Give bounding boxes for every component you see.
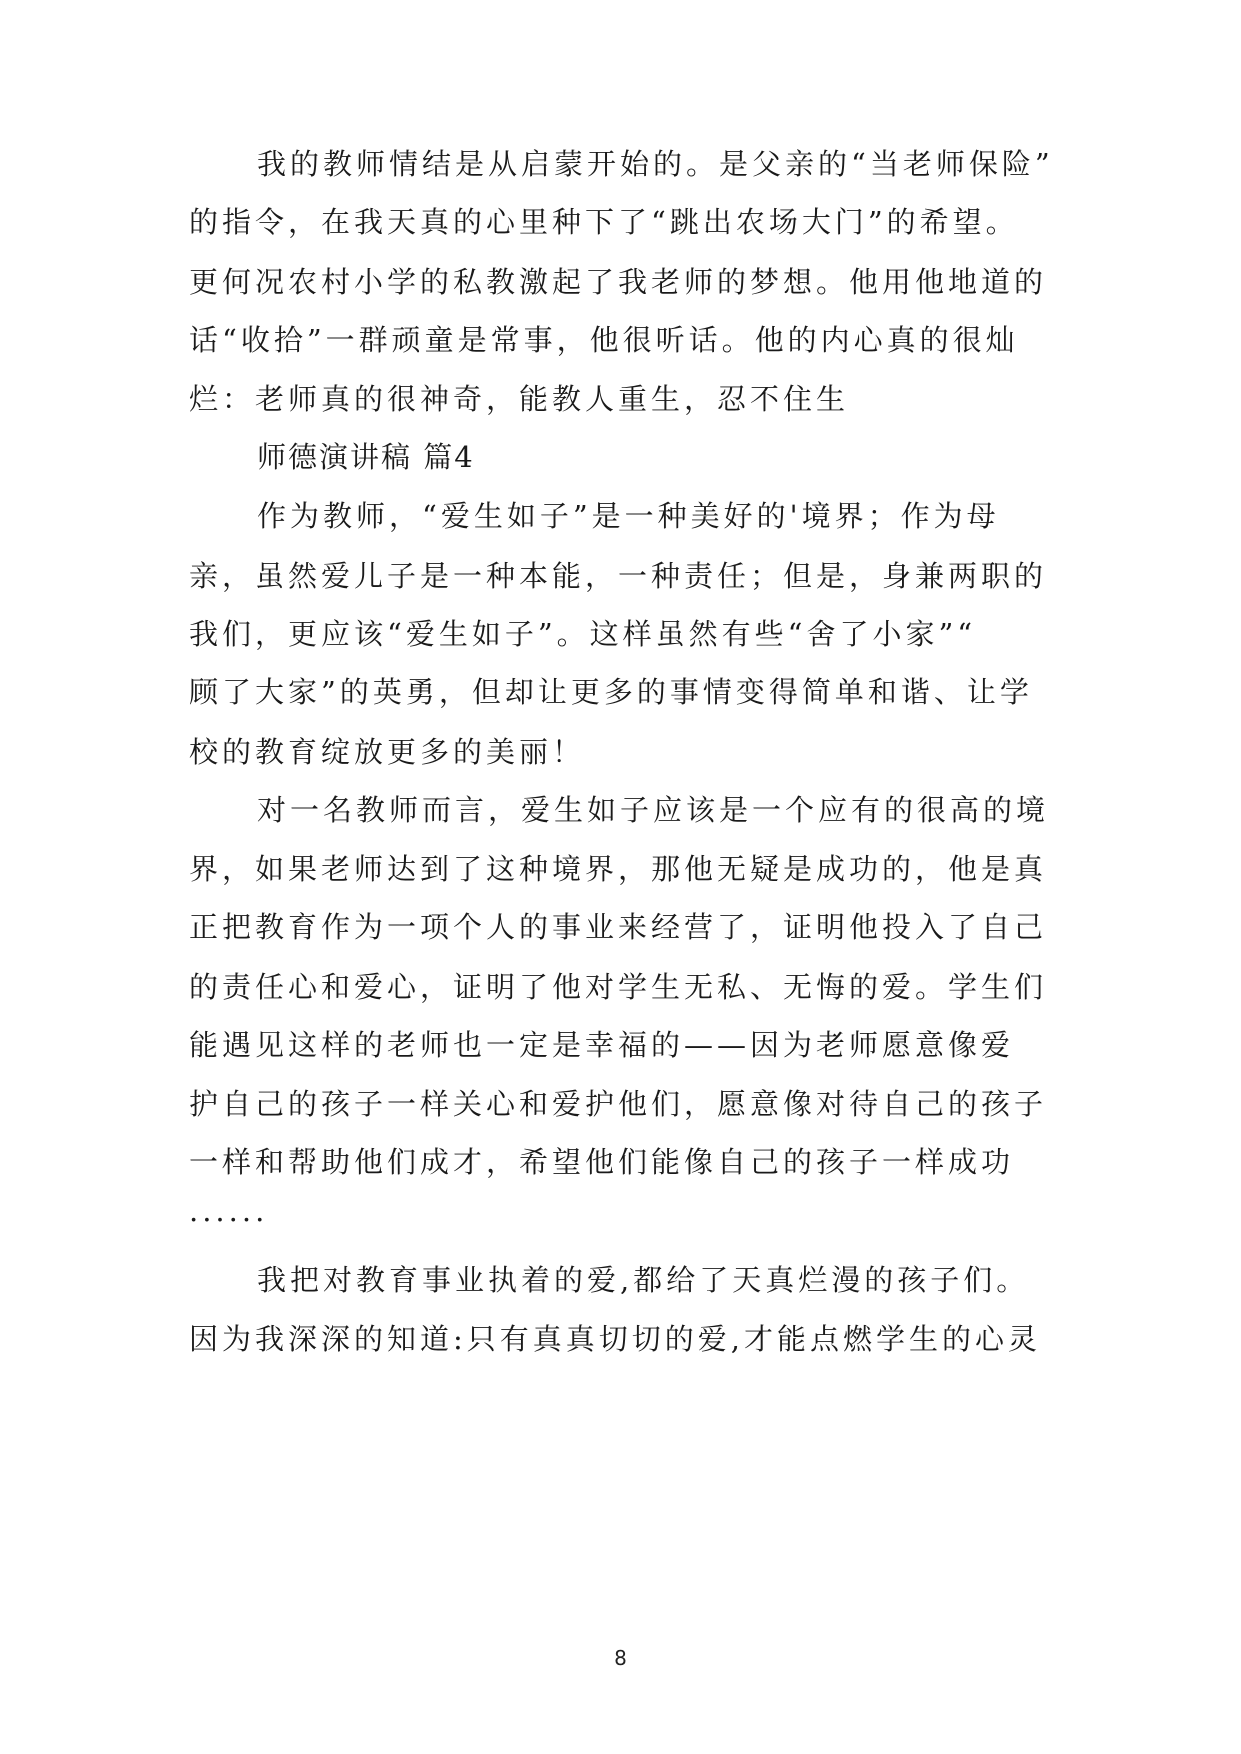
paragraph-line: 我们，更应该“爱生如子”。这样虽然有些“舍了小家”“ [189,617,977,651]
paragraph-line: 话“收拾”一群顽童是常事，他很听话。他的内心真的很灿 [189,323,1019,357]
section-heading: 师德演讲稿 篇4 [257,440,475,474]
paragraph-line: 正把教育作为一项个人的事业来经营了，证明他投入了自己 [189,910,1048,944]
paragraph-line: 更何况农村小学的私教激起了我老师的梦想。他用他地道的 [189,265,1048,299]
page-number: 8 [614,1646,627,1670]
paragraph-line: 对一名教师而言，爱生如子应该是一个应有的很高的境 [257,793,1050,827]
paragraph-line: 一样和帮助他们成才，希望他们能像自己的孩子一样成功 [189,1145,1015,1179]
paragraph-line: 我把对教育事业执着的爱,都给了天真烂漫的孩子们。 [257,1263,1030,1297]
paragraph-line: 作为教师，“爱生如子”是一种美好的'境界；作为母 [257,499,1000,533]
paragraph-line: 界，如果老师达到了这种境界，那他无疑是成功的，他是真 [189,852,1048,886]
paragraph-line: 能遇见这样的老师也一定是幸福的——因为老师愿意像爱 [189,1028,1015,1062]
paragraph-line: 我的教师情结是从启蒙开始的。是父亲的“当老师保险” [257,147,1054,181]
paragraph-line: 护自己的孩子一样关心和爱护他们，愿意像对待自己的孩子 [189,1087,1048,1121]
paragraph-line: 的责任心和爱心，证明了他对学生无私、无悔的爱。学生们 [189,970,1048,1004]
paragraph-line: 的指令，在我天真的心里种下了“跳出农场大门”的希望。 [189,205,1019,239]
paragraph-line: 因为我深深的知道:只有真真切切的爱,才能点燃学生的心灵 [189,1322,1041,1356]
paragraph-line: 烂：老师真的很神奇，能教人重生，忍不住生 [189,382,850,416]
paragraph-line: 亲，虽然爱儿子是一种本能，一种责任；但是，身兼两职的 [189,559,1048,593]
paragraph-line: 校的教育绽放更多的美丽！ [189,735,586,769]
paragraph-line: 顾了大家”的英勇，但却让更多的事情变得简单和谐、让学 [189,675,1033,709]
paragraph-line: ...... [189,1194,269,1228]
